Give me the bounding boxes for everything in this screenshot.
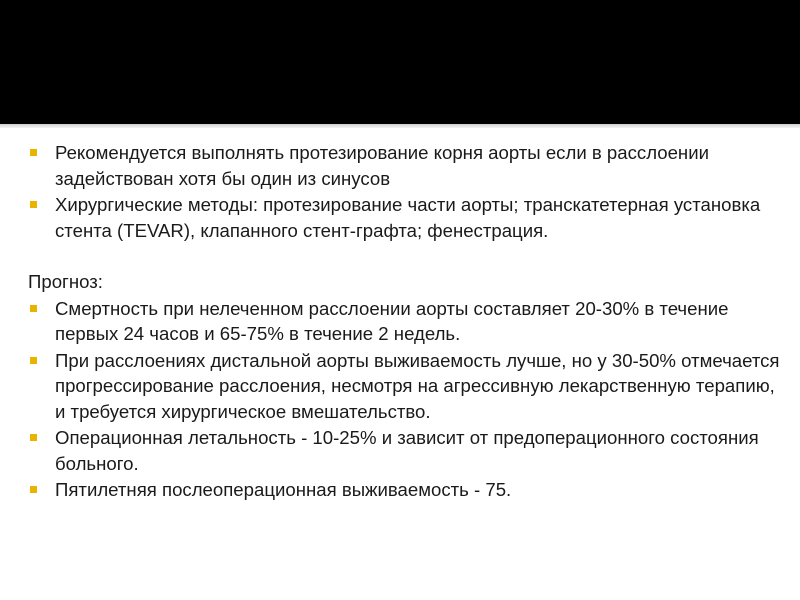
header-divider: [0, 124, 800, 128]
bullet-text: Пятилетняя послеоперационная выживаемость - 75.: [55, 479, 512, 500]
bullet-item: [28, 140, 780, 191]
section-title-text: Прогноз:: [28, 271, 103, 292]
section-title: [28, 269, 780, 295]
bullet-item: [28, 296, 780, 347]
square-bullet-icon: [30, 305, 37, 312]
bullet-item: [28, 192, 780, 243]
square-bullet-icon: [30, 486, 37, 493]
bullet-text: Операционная летальность - 10-25% и зависит от предоперационного состояния больного.: [55, 427, 759, 474]
bullet-item: [28, 348, 780, 425]
bullet-item: [28, 425, 780, 476]
slide-content: [28, 140, 780, 504]
square-bullet-icon: [30, 357, 37, 364]
paragraph-spacer: [28, 244, 780, 269]
bullet-text: При расслоениях дистальной аорты выживаемость лучше, но у 30-50% отмечается прогрессирование расслоения, несмотря на агрессивную лекарственную терапию, и требуется хирургическое вмешательство.: [55, 349, 780, 422]
bullet-text: Смертность при нелеченном расслоении аорты составляет 20-30% в течение первых 24 часов и 65-75% в течение 2 недель.: [55, 297, 729, 344]
square-bullet-icon: [30, 149, 37, 156]
header-band: [0, 0, 800, 124]
bullet-item: [28, 477, 780, 503]
bullet-text: Хирургические методы: протезирование части аорты; транскатетерная установка стента (TEVAR), клапанного стент-графта; фенестрация.: [55, 194, 761, 241]
bullet-text: Рекомендуется выполнять протезирование корня аорты если в расслоении задействован хотя бы один из синусов: [55, 142, 709, 189]
square-bullet-icon: [30, 434, 37, 441]
square-bullet-icon: [30, 201, 37, 208]
